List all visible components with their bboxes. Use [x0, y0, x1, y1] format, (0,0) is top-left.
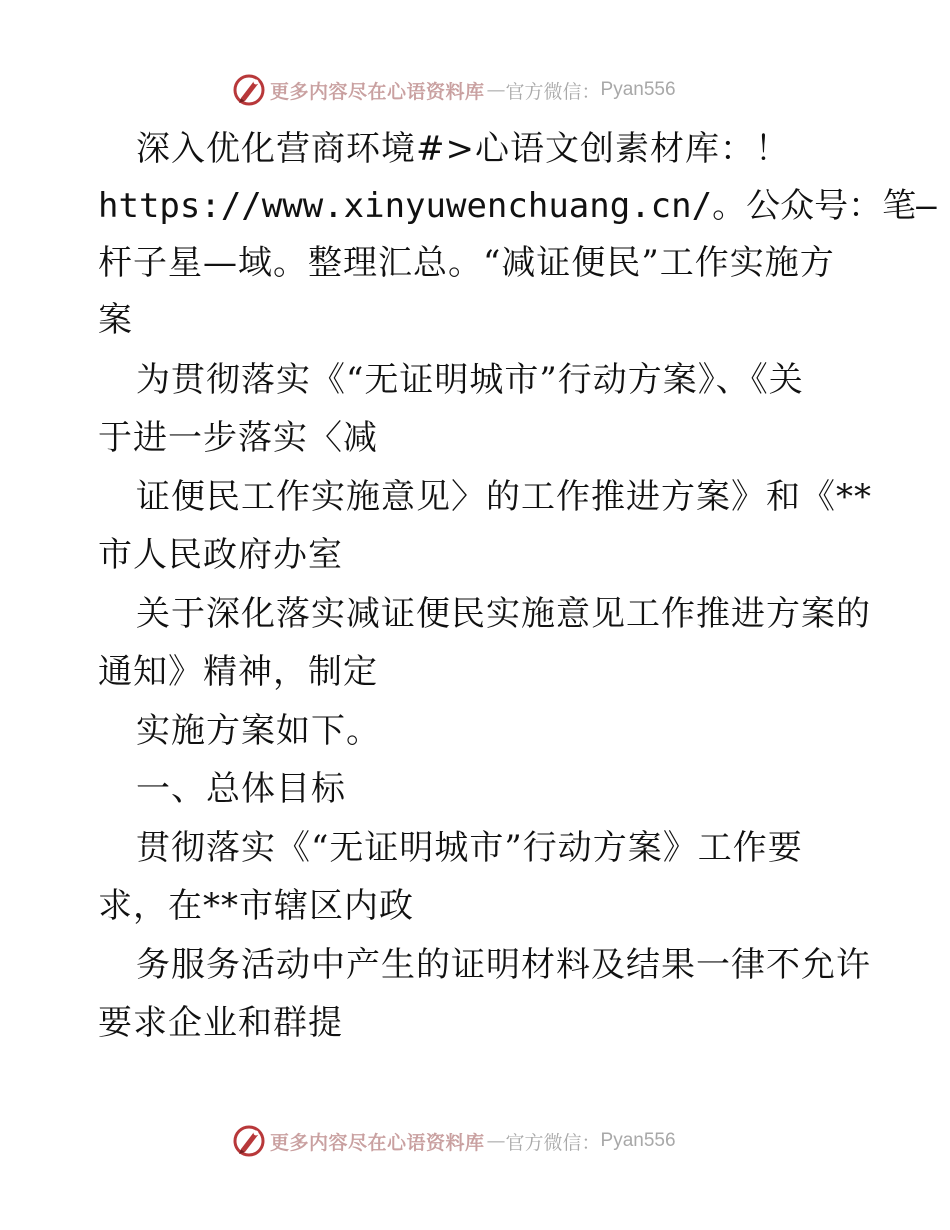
- paragraph-line: 市人民政府办室: [98, 535, 343, 575]
- paragraph-line: 贯彻落实《“无证明城市”行动方案》工作要: [136, 828, 803, 868]
- wechat-id: Pyan556: [600, 1130, 676, 1151]
- footer-watermark: [232, 1124, 676, 1158]
- watermark-separator: —: [486, 1130, 506, 1152]
- paragraph-line: 证便民工作实施意见〉的工作推进方案》和《**: [136, 477, 872, 517]
- paragraph-line: 关于深化落实减证便民实施意见工作推进方案的: [136, 594, 871, 634]
- paragraph-line: 实施方案如下。: [136, 711, 381, 751]
- section-heading: 一、总体目标: [136, 769, 346, 809]
- wechat-label: 官方微信：: [505, 80, 601, 103]
- url-text: https://www.xinyuwenchuang.cn/。公众号：笔—: [98, 186, 937, 226]
- wechat-label: 官方微信：: [505, 1131, 601, 1154]
- wechat-id: Pyan556: [600, 79, 676, 100]
- paragraph-line: 求，在**市辖区内政: [98, 886, 414, 926]
- watermark-text: 更多内容尽在心语资料库: [270, 80, 485, 103]
- paragraph-line: 深入优化营商环境#>心语文创素材库：！: [136, 129, 790, 169]
- paragraph-line: 杆子星—域。整理汇总。“减证便民”工作实施方: [98, 243, 835, 283]
- paragraph-line: 务服务活动中产生的证明材料及结果一律不允许: [136, 945, 871, 985]
- paragraph-line: 通知》精神，制定: [98, 652, 378, 692]
- paragraph-line: 于进一步落实〈减: [98, 418, 378, 458]
- watermark-text: 更多内容尽在心语资料库: [270, 1131, 485, 1154]
- header-watermark: [232, 73, 676, 107]
- paragraph-line: [98, 186, 937, 226]
- paragraph-line: 为贯彻落实《“无证明城市”行动方案》、《关: [136, 360, 804, 400]
- pen-logo-icon: [232, 1124, 266, 1158]
- paragraph-line: 要求企业和群提: [98, 1003, 343, 1043]
- paragraph-line: 案: [98, 300, 133, 340]
- pen-logo-icon: [232, 73, 266, 107]
- watermark-separator: —: [486, 79, 506, 101]
